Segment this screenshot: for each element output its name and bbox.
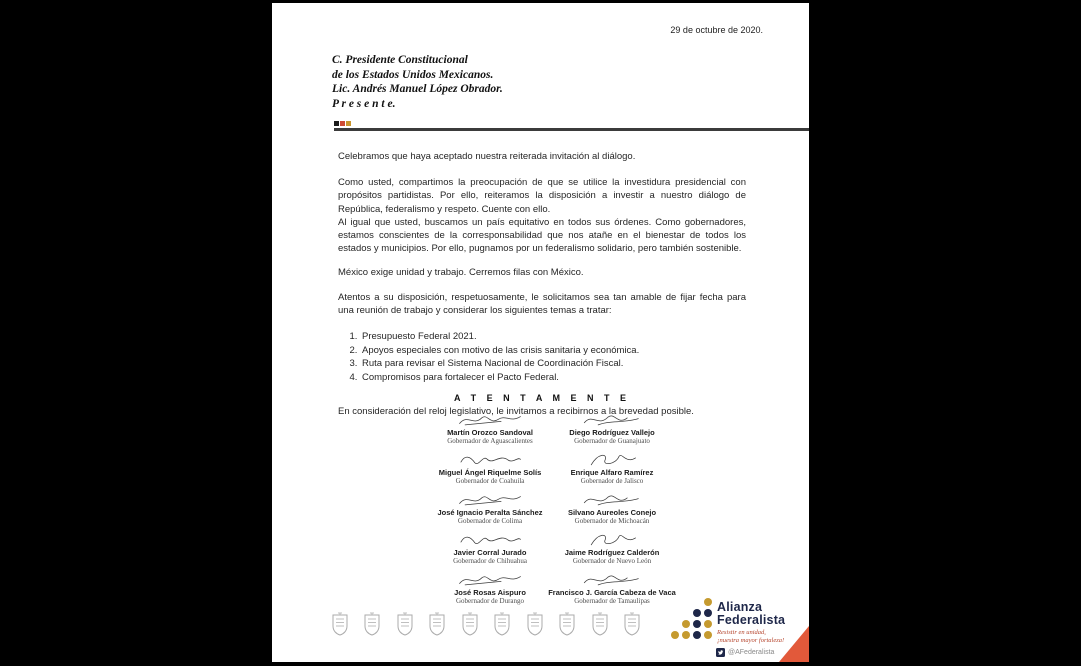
recipient-line: C. Presidente Constitucional (332, 54, 468, 66)
logo-tagline (717, 629, 785, 644)
logo-title: Federalista (717, 613, 786, 627)
accent-square (340, 121, 345, 126)
logo-dot-row (666, 631, 712, 642)
signatory-title: Gobernador de Tamaulipas (574, 597, 650, 605)
logo-dot (693, 620, 701, 628)
shield-chihuahua-icon (427, 611, 447, 637)
signatory-name: José Ignacio Peralta Sánchez (437, 508, 543, 517)
logo-dot-row (666, 598, 712, 609)
signature-block (429, 525, 551, 565)
shield-colima-icon (395, 611, 415, 637)
header-rule-block (334, 121, 809, 131)
accent-square (346, 121, 351, 126)
signature-icon (444, 451, 536, 469)
recipient-line: de los Estados Unidos Mexicanos. (332, 68, 494, 81)
logo-dot-row (666, 620, 712, 631)
signature-block (429, 485, 551, 525)
logo-dot (704, 620, 712, 628)
paragraph-concern: Como usted, compartimos la preocupación de que se utilice la investidura presidencial con propósitos partidistas. Por ello, reiteramos la disposición a investir a nuestro diálogo de República, federalismo y respeto. Cuente con ello. (338, 177, 746, 215)
signature-icon (566, 531, 658, 549)
signatory-name: Francisco J. García Cabeza de Vaca (548, 588, 676, 597)
shield-aguascalientes-icon (330, 611, 350, 637)
signature-icon (566, 571, 658, 589)
logo-dot (704, 609, 712, 617)
signatory-name: José Rosas Aispuro (454, 588, 526, 597)
logo-dot (693, 609, 701, 617)
shield-durango-icon (460, 611, 480, 637)
shield-coahuila-icon (362, 611, 382, 637)
signatures-grid (429, 405, 676, 605)
accent-squares (334, 121, 809, 126)
signature-icon (566, 411, 658, 429)
logo-title: Alianza (717, 600, 763, 614)
alianza-federalista-logo (666, 598, 785, 644)
recipient-line: P r e s e n t e. (332, 97, 396, 110)
signature-icon (444, 491, 536, 509)
shield-michoacan-icon (557, 611, 577, 637)
signature-icon (566, 491, 658, 509)
signatory-title: Gobernador de Durango (455, 597, 525, 605)
state-shields-row (330, 611, 642, 637)
shield-jalisco-icon (525, 611, 545, 637)
logo-text (717, 601, 785, 644)
logo-dot (682, 631, 690, 639)
signature-block (551, 445, 673, 485)
signature-icon (444, 411, 536, 429)
shield-tamaulipas-icon (622, 611, 642, 637)
paragraph-greeting: Celebramos que haya aceptado nuestra reiterada invitación al diálogo. (338, 151, 636, 162)
logo-dot (671, 631, 679, 639)
shield-guanajuato-icon (492, 611, 512, 637)
signature-block (429, 405, 551, 445)
logo-tagline-line: ¡nuestra mayor fortaleza! (717, 636, 785, 644)
signatory-name: Javier Corral Jurado (453, 548, 527, 557)
signature-block (551, 485, 673, 525)
paragraph-equity: Al igual que usted, buscamos un país equitativo en todos sus órdenes. Como gobernadores, estamos conscientes de la corresponsabilidad que nos atañe en el bienestar de todos los estados y municipios. Por ello, pugnamos por un federalismo solidario, pero también sostenible. (338, 216, 746, 255)
paragraph-closing: En consideración del reloj legislativo, le invitamos a recibirnos a la brevedad posible. (338, 406, 694, 418)
signature-block (551, 525, 673, 565)
letter-date: 29 de octubre de 2020. (670, 25, 763, 35)
letter-page (272, 3, 809, 662)
closing-salutation: A T E N T A M E N T E (454, 393, 630, 403)
signatory-name: Jaime Rodríguez Calderón (564, 548, 660, 557)
logo-dot (704, 631, 712, 639)
logo-dot-row (666, 609, 712, 620)
signature-icon (566, 451, 658, 469)
logo-dot (682, 620, 690, 628)
signatory-name: Miguel Ángel Riquelme Solís (438, 468, 542, 477)
signatory-title: Gobernador de Jalisco (580, 477, 644, 485)
recipient-line: Lic. Andrés Manuel López Obrador. (332, 83, 503, 95)
corner-triangle-decoration (779, 626, 809, 662)
signatory-title: Gobernador de Chihuahua (453, 557, 527, 565)
signature-icon (444, 531, 536, 549)
signatory-name: Enrique Alfaro Ramírez (570, 468, 654, 477)
recipient-block (332, 53, 503, 111)
signatory-title: Gobernador de Aguascalientes (447, 437, 533, 445)
twitter-handle: @AFederalista (728, 649, 775, 656)
logo-dot (693, 631, 701, 639)
shield-nuevo-leon-icon (590, 611, 610, 637)
logo-dots (666, 598, 712, 644)
signature-block (429, 445, 551, 485)
accent-square (334, 121, 339, 126)
paragraph-request: Atentos a su disposición, respetuosamente, le solicitamos sea tan amable de fijar fecha para una reunión de trabajo y considerar los siguientes temas a tratar: (338, 291, 746, 316)
signatory-name: Martín Orozco Sandoval (447, 428, 533, 437)
paragraph-unity: México exige unidad y trabajo. Cerremos filas con México. (338, 267, 584, 279)
header-divider (334, 128, 809, 131)
signature-block (548, 565, 676, 605)
signatory-title: Gobernador de Guanajuato (574, 437, 650, 445)
signatory-title: Gobernador de Coahuila (455, 477, 525, 485)
logo-tagline-line: Resistir en unidad, (717, 629, 766, 636)
twitter-badge (716, 648, 774, 657)
topic-item: 2. Apoyos especiales con motivo de las crisis sanitaria y económica. (360, 344, 746, 357)
topic-item: 3. Ruta para revisar el Sistema Nacional de Coordinación Fiscal. (360, 357, 746, 370)
topics-list (338, 330, 746, 384)
signatory-name: Diego Rodríguez Vallejo (569, 428, 655, 437)
topic-item: 1. Presupuesto Federal 2021. (360, 330, 746, 343)
signatory-title: Gobernador de Michoacán (574, 517, 650, 525)
letter-body (338, 150, 746, 419)
logo-dot (704, 598, 712, 606)
twitter-icon (716, 648, 725, 657)
signature-block (551, 405, 673, 445)
topic-item: 4. Compromisos para fortalecer el Pacto Federal. (360, 371, 746, 384)
signatory-title: Gobernador de Nuevo León (572, 557, 652, 565)
signatory-name: Silvano Aureoles Conejo (567, 508, 657, 517)
signatory-title: Gobernador de Colima (457, 517, 523, 525)
signature-icon (444, 571, 536, 589)
signature-block (429, 565, 551, 605)
